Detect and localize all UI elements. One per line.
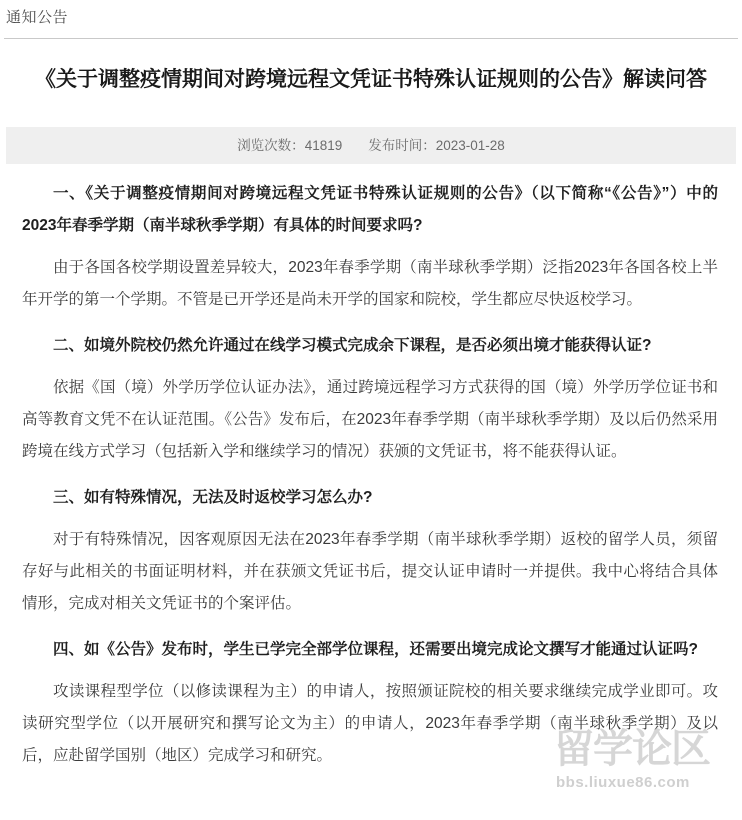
question-heading-4: 四、如《公告》发布时，学生已学完全部学位课程，还需要出境完成论文撰写才能通过认证吗? (53, 641, 698, 658)
publish-date-label: 发布时间： (368, 137, 436, 153)
publish-date-value: 2023-01-28 (435, 137, 505, 153)
publish-date (368, 137, 505, 155)
watermark-url-text: bbs.liuxue86.com (556, 774, 690, 791)
answer-paragraph-4: 攻读课程型学位（以修读课程为主）的申请人，按照颁证院校的相关要求继续完成学业即可。攻读研究型学位（以开展研究和撰写论文为主）的申请人，2023年春季学期（南半球秋季学期）及以后，应赴留学国别（地区）完成学习和研究。 (22, 683, 718, 764)
page-title: 《关于调整疫情期间对跨境远程文凭证书特殊认证规则的公告》解读问答 (35, 68, 707, 91)
view-count (237, 137, 342, 155)
answer-paragraph-1: 由于各国各校学期设置差异较大，2023年春季学期（南半球秋季学期）泛指2023年各国各校上半年开学的第一个学期。不管是已开学还是尚未开学的国家和院校，学生都应尽快返校学习。 (22, 259, 718, 308)
answer-paragraph-2: 依据《国（境）外学历学位认证办法》，通过跨境远程学习方式获得的国（境）外学历学位证书和高等教育文凭不在认证范围。《公告》发布后，在2023年春季学期（南半球秋季学期）及以后仍然采用跨境在线方式学习（包括新入学和继续学习的情况）获颁的文凭证书，将不能获得认证。 (22, 379, 718, 460)
question-heading-2: 二、如境外院校仍然允许通过在线学习模式完成余下课程，是否必须出境才能获得认证? (53, 337, 652, 354)
watermark-cjk-text: 留学论区 (554, 727, 710, 771)
article-meta-bar (6, 127, 736, 164)
breadcrumb (0, 0, 742, 38)
view-count-value: 41819 (304, 137, 343, 153)
question-heading-3: 三、如有特殊情况，无法及时返校学习怎么办? (53, 489, 373, 506)
breadcrumb-category[interactable]: 通知公告 (6, 9, 69, 26)
view-count-label: 浏览次数： (237, 137, 305, 153)
header-divider (4, 38, 738, 39)
article-body (0, 164, 742, 772)
answer-paragraph-3: 对于有特殊情况，因客观原因无法在2023年春季学期（南半球秋季学期）返校的留学人员，须留存好与此相关的书面证明材料，并在获颁文凭证书后，提交认证申请时一并提供。我中心将结合具体情形，完成对相关文凭证书的个案评估。 (22, 531, 718, 612)
question-heading-1: 一、《关于调整疫情期间对跨境远程文凭证书特殊认证规则的公告》（以下简称“《公告》”）中的2023年春季学期（南半球秋季学期）有具体的时间要求吗? (22, 185, 718, 234)
